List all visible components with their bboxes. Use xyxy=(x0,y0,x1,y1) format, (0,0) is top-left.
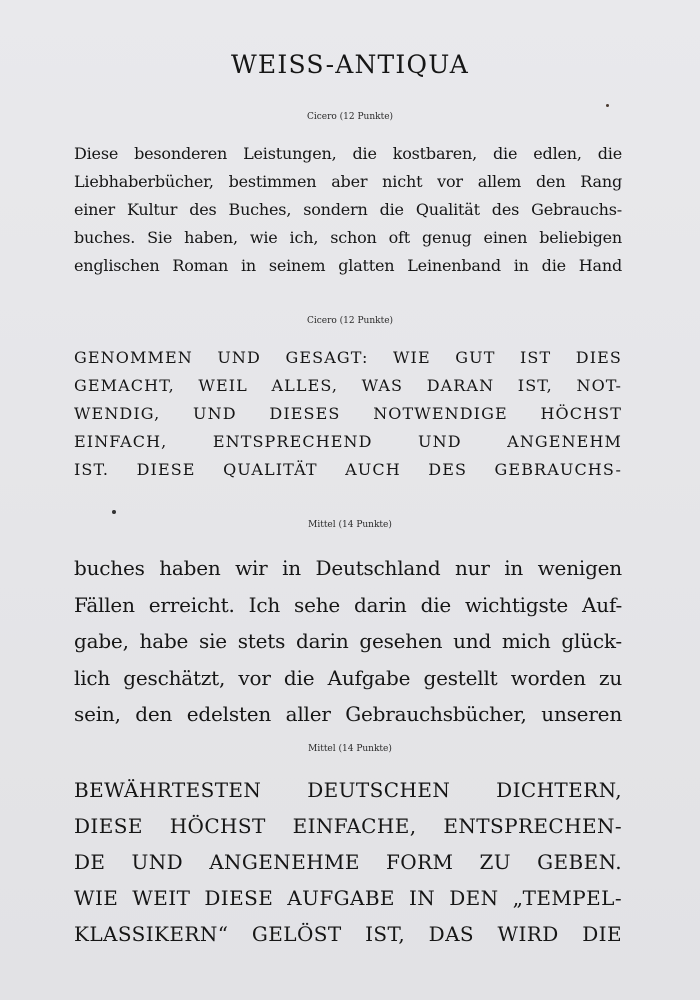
text-line: Liebhaberbücher, bestimmen aber nicht vor allem den Rang xyxy=(74,172,622,191)
text-line: englischen Roman in seinem glatten Leinenband in die Hand xyxy=(74,256,622,275)
text-line: buches haben wir in Deutschland nur in wenigen xyxy=(74,556,622,580)
paper-speck xyxy=(606,104,609,107)
size-label-4: Mittel (14 Punkte) xyxy=(308,744,392,754)
text-block-2 xyxy=(74,344,622,484)
text-line: lich geschätzt, vor die Aufgabe gestellt worden zu xyxy=(74,665,622,690)
text-line: BEWÄHRTESTEN DEUTSCHEN DICHTERN, xyxy=(74,778,622,802)
size-label-1: Cicero (12 Punkte) xyxy=(306,112,394,122)
paper-speck xyxy=(112,510,116,514)
text-line: EINFACH, ENTSPRECHEND UND ANGENEHM xyxy=(74,432,622,451)
text-line: einer Kultur des Buches, sondern die Qualität des Gebrauchs- xyxy=(74,200,622,219)
text-block-3 xyxy=(74,550,622,733)
text-line: buches. Sie haben, wie ich, schon oft genug einen beliebigen xyxy=(74,228,622,247)
text-line: IST. DIESE QUALITÄT AUCH DES GEBRAUCHS- xyxy=(74,460,622,479)
size-label-2: Cicero (12 Punkte) xyxy=(306,316,394,326)
text-line: GEMACHT, WEIL ALLES, WAS DARAN IST, NOT- xyxy=(74,376,622,395)
text-block-4 xyxy=(74,772,622,952)
text-line: gabe, habe sie stets darin gesehen und mich glück- xyxy=(74,629,622,653)
text-line: GENOMMEN UND GESAGT: WIE GUT IST DIES xyxy=(74,348,622,367)
text-line: WENDIG, UND DIESES NOTWENDIGE HÖCHST xyxy=(74,404,622,423)
size-label-3: Mittel (14 Punkte) xyxy=(308,520,392,530)
text-line: DIESE HÖCHST EINFACHE, ENTSPRECHEN- xyxy=(74,814,622,838)
text-line: WIE WEIT DIESE AUFGABE IN DEN „TEMPEL- xyxy=(74,886,622,910)
text-line: DE UND ANGENEHME FORM ZU GEBEN. xyxy=(74,850,622,874)
text-line: Fällen erreicht. Ich sehe darin die wichtigste Auf- xyxy=(74,592,622,617)
text-line: sein, den edelsten aller Gebrauchsbücher, unseren xyxy=(74,702,622,726)
text-line: Diese besonderen Leistungen, die kostbaren, die edlen, die xyxy=(74,144,622,163)
page-title: WEISS-ANTIQUA xyxy=(231,50,469,79)
text-block-1 xyxy=(74,140,622,280)
text-line: KLASSIKERN“ GELÖST IST, DAS WIRD DIE xyxy=(74,922,622,946)
